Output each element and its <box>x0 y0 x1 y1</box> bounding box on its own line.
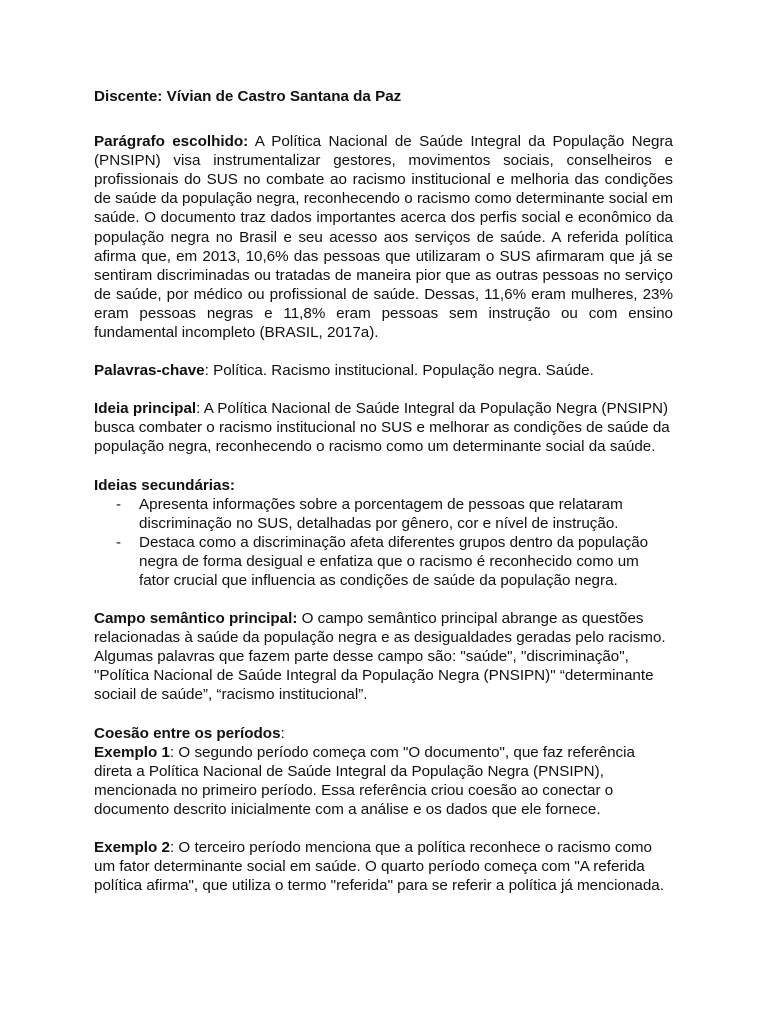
secondary-ideas-label: Ideias secundárias: <box>94 476 235 494</box>
author-label: Discente: <box>94 88 163 105</box>
list-item <box>94 495 673 533</box>
secondary-ideas-list <box>94 495 673 590</box>
cohesion-label: Coesão entre os períodos <box>94 724 281 742</box>
list-item-text: Destaca como a discriminação afeta diferentes grupos dentro da população negra de forma desigual e enfatiza que o racismo é reconhecido como um fator crucial que influencia as condições de saúde da população negra. <box>139 533 649 589</box>
author-line <box>94 87 673 106</box>
secondary-ideas-section <box>94 476 673 591</box>
example-1-text: : O segundo período começa com "O documento", que faz referência direta a Política Nacional de Saúde Integral da População Negra (PNSIPN), mencionada no primeiro período. Essa referência criou coesão ao conectar o documento descrito inicialmente com a análise e os dados que ele fornece. <box>94 743 635 818</box>
main-idea-section <box>94 399 673 456</box>
keywords-label: Palavras-chave <box>94 362 205 380</box>
example-2-label: Exemplo 2 <box>94 839 170 856</box>
cohesion-heading <box>94 724 673 743</box>
semantic-field-label: Campo semântico principal: <box>94 610 298 628</box>
example-2 <box>94 838 673 895</box>
chosen-paragraph-text: A Política Nacional de Saúde Integral da População Negra (PNSIPN) visa instrumentalizar gestores, movimentos sociais, conselheiros e profissionais do SUS no combate ao racismo institucional e melhoria das condições de saúde da população negra, reconhecendo o racismo como determinante social em saúde. O documento traz dados importantes acerca dos perfis social e econômico da população negra no Brasil e seu acesso aos serviços de saúde. A referida política afirma que, em 2013, 10,6% das pessoas que utilizaram o SUS afirmaram que já se sentiram discriminadas ou tratadas de maneira pior que as outras pessoas no serviço de saúde, por médico ou profissional de saúde. Dessas, 11,6% eram mulheres, 23% eram pessoas negras e 11,8% eram pessoas sem instrução ou com ensino fundamental incompleto (BRASIL, 2017a). <box>94 133 674 342</box>
keywords-text: : Política. Racismo institucional. População negra. Saúde. <box>204 362 594 380</box>
example-2-text: : O terceiro período menciona que a política reconhece o racismo como um fator determinante social em saúde. O quarto período começa com "A referida política afirma", que utiliza o termo "referida" para se referir a política já mencionada. <box>94 839 664 895</box>
list-item-text: Apresenta informações sobre a porcentagem de pessoas que relataram discriminação no SUS, detalhadas por gênero, cor e nível de instrução. <box>139 495 623 532</box>
main-idea-label: Ideia principal <box>94 400 197 418</box>
bullet-dash: - <box>116 533 122 551</box>
chosen-paragraph-section <box>94 132 673 342</box>
cohesion-suffix: : <box>280 724 285 742</box>
semantic-field-section <box>94 609 673 704</box>
example-1-label: Exemplo 1 <box>94 743 170 761</box>
bullet-dash: - <box>116 495 122 513</box>
chosen-paragraph-label: Parágrafo escolhido: <box>94 133 249 151</box>
main-idea-text: : A Política Nacional de Saúde Integral da População Negra (PNSIPN) busca combater o racismo institucional no SUS e melhorar as condições de saúde da população negra, reconhecendo o racismo como um determinante social da saúde. <box>94 400 670 456</box>
semantic-field-text: O campo semântico principal abrange as questões relacionadas à saúde da população negra e as desigualdades geradas pelo racismo. Algumas palavras que fazem parte desse campo são: "saúde", "discriminação", "Política Nacional de Saúde Integral da População Negra (PNSIPN)" “determinante sociail de saúde”, “racismo institucional”. <box>94 610 666 704</box>
list-item <box>94 533 673 590</box>
keywords-section <box>94 361 673 380</box>
author-name: Vívian de Castro Santana da Paz <box>166 88 402 105</box>
cohesion-section <box>94 724 673 896</box>
secondary-ideas-heading <box>94 476 673 495</box>
document-page <box>94 87 673 895</box>
example-1 <box>94 743 673 819</box>
